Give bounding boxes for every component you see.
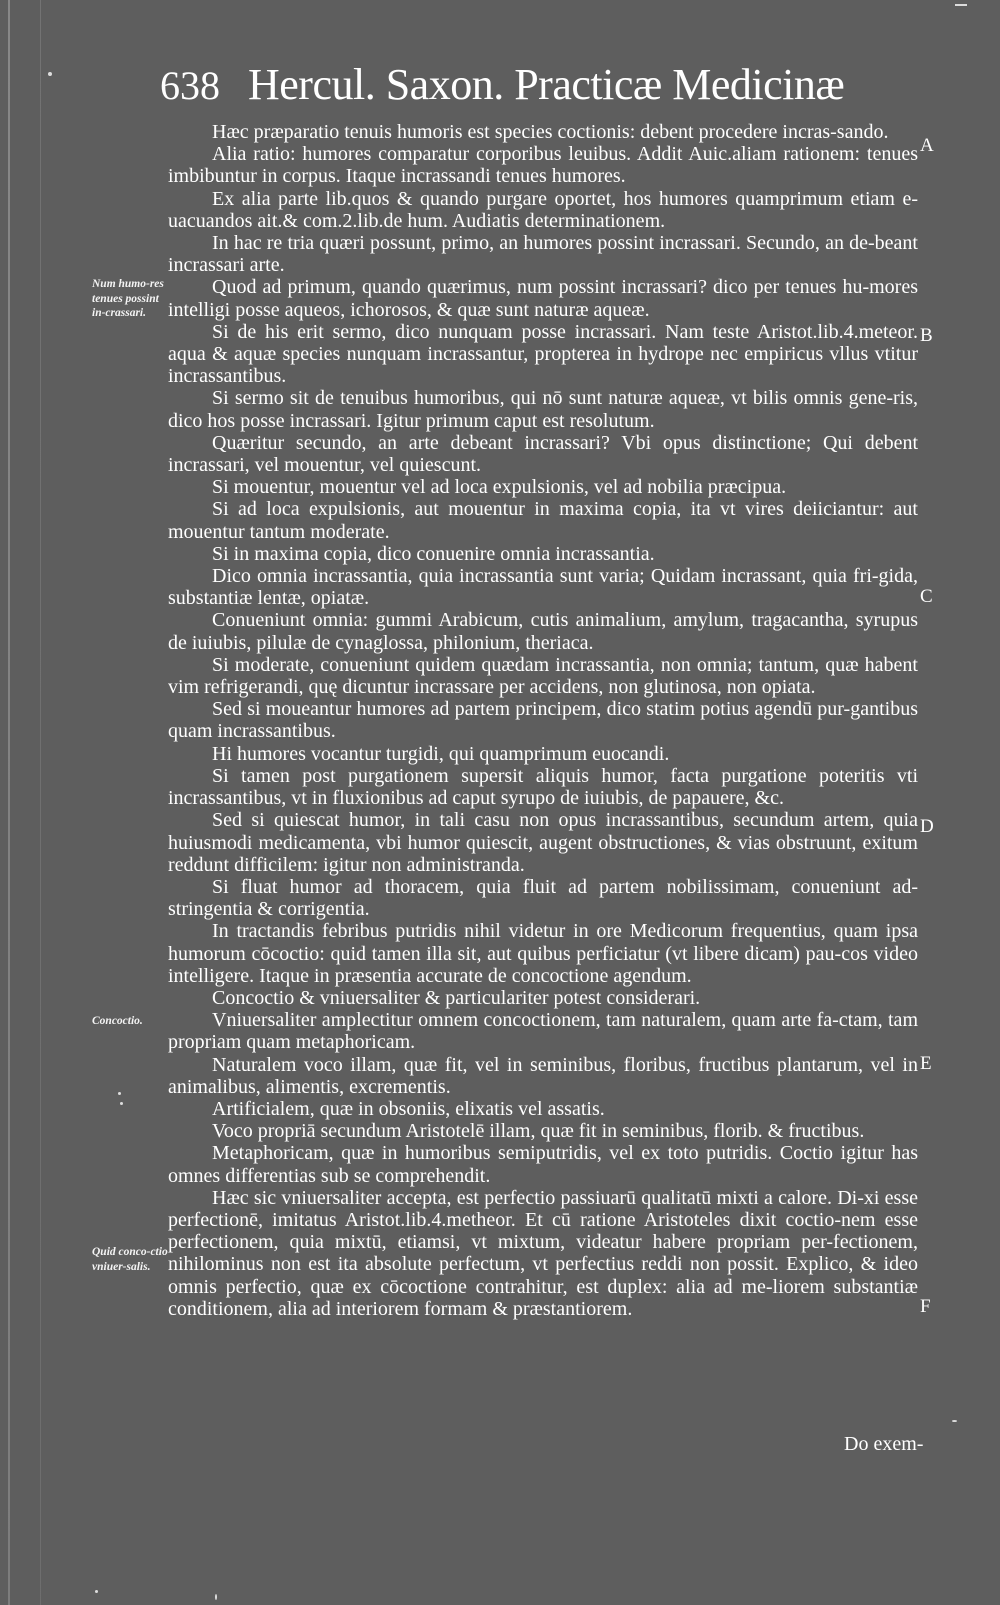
paragraph: Si ad loca expulsionis, aut mouentur in maxima copia, ita vt vires deiiciantur: aut mouentur tantum moderate.: [168, 498, 918, 543]
paragraph: Vniuersaliter amplectitur omnem concoctionem, tam naturalem, quam arte fa-ctam, tam propriam quam metaphoricam.: [168, 1009, 918, 1054]
paragraph: Concoctio & vniuersaliter & particulariter potest considerari.: [212, 986, 701, 1009]
paragraph: Hæc sic vniuersaliter accepta, est perfectio passiuarū qualitatū mixti a calore. Di-xi esse perfectionē, imitatus Aristot.lib.4.metheor. Et cū ratione Aristoteles dixit coctio-nem esse perfectionem, quia mixtū, etiamsi, vt mixtum, videatur habere propriam per-fectionem, nihilominus non est ita absolute perfectum, vt perfectius reddi non possit. Explico, & ideo omnis perfectio, quæ ex cōcoctione contrahitur, est duplex: alia ad me-liorem substantiæ conditionem, alia ad interiorem formam & præstantiorem.: [168, 1186, 918, 1320]
binding-edge-line: [8, 0, 10, 1605]
section-letter: B: [920, 325, 933, 346]
paragraph: In tractandis febribus putridis nihil videtur in ore Medicorum frequentius, quam ipsa humorum cōcoctio: quid tamen illa sit, aut quibus perficiatur (vt libere dicam) pau-cos video intelligere. Itaque in præsentia accurate de concoctione agendum.: [168, 920, 918, 987]
margin-note: Num humo-res tenues possint in-crassari.: [92, 278, 164, 319]
scan-speck: [95, 1590, 98, 1593]
paragraph: Conueniunt omnia: gummi Arabicum, cutis animalium, amylum, tragacantha, syrupus de iuiubis, pilulæ de cynaglossa, philonium, theriaca.: [168, 609, 918, 654]
paragraph: Voco propriā secundum Aristotelē illam, quæ fit in seminibus, florib. & fructibus.: [212, 1120, 865, 1143]
paragraph: Naturalem voco illam, quæ fit, vel in seminibus, floribus, fructibus plantarum, vel in animalibus, alimentis, excrementis.: [168, 1053, 918, 1098]
paragraph: Quæritur secundo, an arte debeant incrassari? Vbi opus distinctione; Qui debent incrassari, vel mouentur, vel quiescunt.: [168, 431, 918, 477]
scan-speck: [215, 1594, 217, 1600]
section-letter: E: [920, 1053, 932, 1074]
running-title: Hercul. Saxon. Practicæ Medicinæ: [248, 60, 845, 109]
paragraph: Hæc præparatio tenuis humoris est species coctionis: debent procedere incras-sando.: [212, 121, 889, 143]
paragraph: Si moderate, conueniunt quidem quædam incrassantia, non omnia; tantum, quæ habent vim refrigerandi, quę dicuntur incrassare per accidens, non glutinosa, non opiata.: [168, 653, 918, 699]
section-letter: A: [920, 135, 934, 156]
scan-speck: [118, 1092, 121, 1095]
paragraph: Hi humores vocantur turgidi, qui quamprimum euocandi.: [212, 742, 670, 765]
scan-speck: [120, 1102, 123, 1105]
corner-mark: [955, 4, 967, 6]
body-text: [168, 121, 918, 1320]
paragraph: Si sermo sit de tenuibus humoribus, qui nō sunt naturæ aqueæ, vt bilis omnis gene-ris, dico hos posse incrassari. Igitur primum caput est resolutum.: [168, 387, 918, 432]
paragraph: In hac re tria quæri possunt, primo, an humores possint incrassari. Secundo, an de-beant incrassari arte.: [168, 232, 918, 277]
paragraph: Ex alia parte lib.quos & quando purgare oportet, hos humores quamprimum etiam e-uacuandos ait.& com.2.lib.de hum. Audiatis determinationem.: [168, 187, 918, 232]
paragraph: Si de his erit sermo, dico nunquam posse incrassari. Nam teste Aristot.lib.4.meteor. aqua & aquæ species nunquam incrassantur, propterea in hydrope nec empiricus vllus vtitur incrassantibus.: [168, 320, 918, 388]
margin-note: Concoctio.: [92, 1015, 143, 1027]
paragraph: Si in maxima copia, dico conuenire omnia incrassantia.: [212, 542, 655, 565]
paragraph: Artificialem, quæ in obsoniis, elixatis vel assatis.: [212, 1097, 605, 1120]
scan-speck: [952, 1420, 957, 1422]
page-number: 638: [160, 63, 220, 108]
section-letter: F: [920, 1296, 931, 1317]
section-letter: C: [920, 586, 933, 607]
paragraph: Si fluat humor ad thoracem, quia fluit ad partem nobilissimam, conueniunt ad-stringentia & corrigentia.: [168, 875, 918, 921]
section-letter: D: [920, 816, 934, 837]
page-header: [160, 60, 845, 120]
catchword: Do exem-: [844, 1433, 924, 1455]
paragraph: Si mouentur, mouentur vel ad loca expulsionis, vel ad nobilia præcipua.: [212, 476, 787, 499]
paragraph: Sed si moueantur humores ad partem principem, dico statim potius agendū pur-gantibus quam incrassantibus.: [168, 698, 918, 743]
paragraph: Si tamen post purgationem supersit aliquis humor, facta purgatione poteritis vti incrassantibus, vt in fluxionibus ad caput syrupo de iuiubis, de papauere, &c.: [168, 764, 918, 810]
paragraph: Quod ad primum, quando quærimus, num possint incrassari? dico per tenues hu-mores intelligi posse aqueos, ichorosos, & quæ sunt naturæ aqueæ.: [168, 276, 918, 321]
binding-edge-line-faint: [40, 0, 41, 1605]
paragraph: Sed si quiescat humor, in tali casu non opus incrassantibus, secundum artem, quia huiusmodi medicamenta, vbi humor quiescit, augent obstructiones, & vias obstruunt, exitum reddunt difficilem: igitur non administranda.: [168, 809, 918, 876]
paragraph: Alia ratio: humores comparatur corporibus leuibus. Addit Auic.aliam rationem: tenues imbibuntur in corpus. Itaque incrassandi tenues humores.: [168, 143, 918, 188]
scan-speck: [48, 72, 52, 76]
margin-note: Quid conco-ctio vniuer-salis.: [92, 1246, 168, 1273]
paragraph: Metaphoricam, quæ in humoribus semiputridis, vel ex toto putridis. Coctio igitur has omnes differentias sub se comprehendit.: [168, 1142, 918, 1187]
paragraph: Dico omnia incrassantia, quia incrassantia sunt varia; Quidam incrassant, quia fri-gida, substantiæ lentæ, opiatæ.: [168, 565, 918, 610]
